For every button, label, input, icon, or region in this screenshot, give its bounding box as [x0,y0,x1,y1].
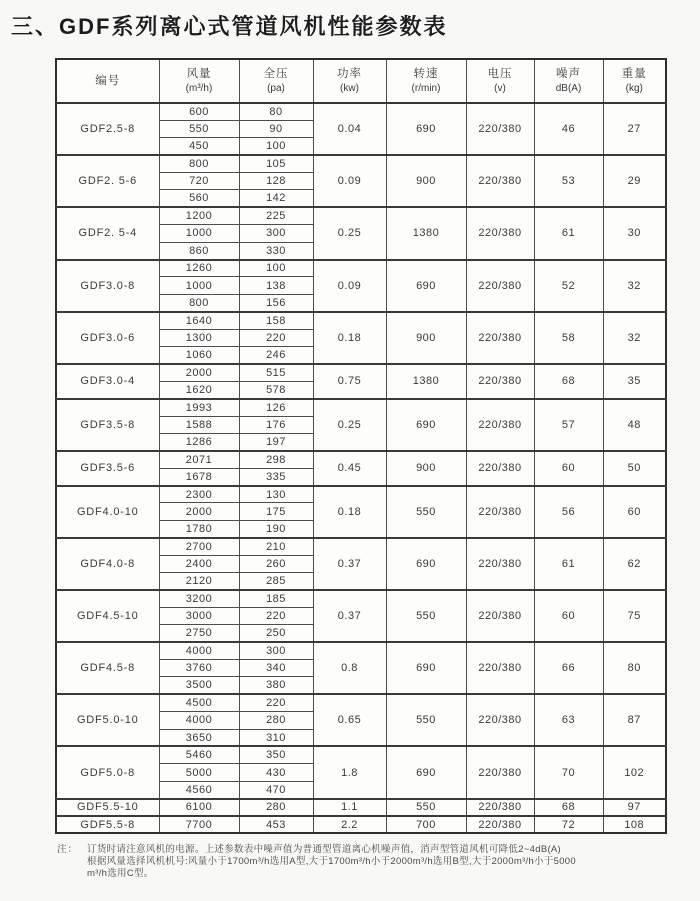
pressure-cell: 578 [239,381,313,398]
column-label: 转速 [413,67,439,80]
pressure-cell: 260 [239,555,313,572]
flow-cell: 1993 [159,399,239,416]
pressure-cell: 130 [239,486,313,503]
flow-cell: 1000 [159,277,239,294]
voltage-cell: 220/380 [466,642,534,694]
pressure-cell: 350 [239,746,313,763]
pressure-cell: 515 [239,364,313,381]
noise-cell: 68 [534,799,603,816]
column-unit: (kw) [340,82,359,94]
weight-cell: 108 [603,816,666,833]
flow-cell: 2700 [159,538,239,555]
power-cell: 1.1 [313,799,386,816]
weight-cell: 27 [603,103,666,155]
flow-cell: 3000 [159,607,239,624]
noise-cell: 68 [534,364,603,399]
weight-cell: 75 [603,590,666,642]
speed-cell: 550 [386,590,466,642]
column-header-voltage [466,59,534,103]
pressure-cell: 280 [239,799,313,816]
noise-cell: 56 [534,486,603,538]
voltage-cell: 220/380 [466,746,534,798]
pressure-cell: 197 [239,433,313,450]
speed-cell: 550 [386,799,466,816]
weight-cell: 35 [603,364,666,399]
noise-cell: 57 [534,399,603,451]
flow-cell: 6100 [159,799,239,816]
speed-cell: 690 [386,642,466,694]
pressure-cell: 246 [239,346,313,363]
table-header [56,59,666,103]
flow-cell: 4000 [159,642,239,659]
table-row [56,746,666,763]
pressure-cell: 310 [239,729,313,746]
model-cell: GDF5.0-8 [56,746,159,798]
table-row [56,590,666,607]
table-row [56,694,666,711]
flow-cell: 800 [159,155,239,172]
model-cell: GDF2. 5-6 [56,155,159,207]
column-header-weight [603,59,666,103]
pressure-cell: 80 [239,103,313,120]
flow-cell: 2000 [159,364,239,381]
flow-cell: 3500 [159,677,239,694]
flow-cell: 4500 [159,694,239,711]
model-cell: GDF4.0-8 [56,538,159,590]
flow-cell: 4000 [159,712,239,729]
speed-cell: 1380 [386,364,466,399]
voltage-cell: 220/380 [466,155,534,207]
flow-cell: 1286 [159,433,239,450]
flow-cell: 800 [159,294,239,311]
footnote [57,844,690,880]
pressure-cell: 330 [239,242,313,259]
pressure-cell: 470 [239,781,313,798]
pressure-cell: 453 [239,816,313,833]
weight-cell: 87 [603,694,666,746]
voltage-cell: 220/380 [466,816,534,833]
footnote-label: 注： [57,844,79,856]
model-cell: GDF4.5-8 [56,642,159,694]
flow-cell: 2400 [159,555,239,572]
model-cell: GDF4.0-10 [56,486,159,538]
noise-cell: 70 [534,746,603,798]
speed-cell: 550 [386,486,466,538]
pressure-cell: 340 [239,660,313,677]
pressure-cell: 142 [239,190,313,207]
flow-cell: 1588 [159,416,239,433]
noise-cell: 52 [534,260,603,312]
table-row [56,364,666,381]
table-row [56,486,666,503]
column-label: 功率 [337,67,362,80]
pressure-cell: 250 [239,625,313,642]
flow-cell: 1060 [159,346,239,363]
noise-cell: 53 [534,155,603,207]
weight-cell: 60 [603,486,666,538]
power-cell: 0.8 [313,642,386,694]
column-header-flow [159,59,239,103]
flow-cell: 3760 [159,660,239,677]
noise-cell: 61 [534,538,603,590]
weight-cell: 97 [603,799,666,816]
flow-cell: 3650 [159,729,239,746]
pressure-cell: 128 [239,173,313,190]
flow-cell: 4560 [159,781,239,798]
column-label: 编号 [95,74,121,87]
table-body [56,103,666,833]
column-label: 风量 [186,67,212,80]
flow-cell: 600 [159,103,239,120]
flow-cell: 860 [159,242,239,259]
pressure-cell: 300 [239,642,313,659]
model-cell: GDF5.5-8 [56,816,159,833]
pressure-cell: 220 [239,694,313,711]
noise-cell: 63 [534,694,603,746]
pressure-cell: 105 [239,155,313,172]
flow-cell: 1260 [159,260,239,277]
voltage-cell: 220/380 [466,399,534,451]
power-cell: 0.04 [313,103,386,155]
pressure-cell: 298 [239,451,313,468]
pressure-cell: 280 [239,712,313,729]
power-cell: 0.09 [313,260,386,312]
flow-cell: 1300 [159,329,239,346]
pressure-cell: 138 [239,277,313,294]
speed-cell: 690 [386,746,466,798]
power-cell: 0.37 [313,538,386,590]
page-title: 三、GDF系列离心式管道风机性能参数表 [11,14,448,39]
flow-cell: 2000 [159,503,239,520]
column-unit: (r/min) [411,82,441,94]
flow-cell: 450 [159,138,239,155]
voltage-cell: 220/380 [466,207,534,259]
pressure-cell: 185 [239,590,313,607]
flow-cell: 1000 [159,225,239,242]
noise-cell: 61 [534,207,603,259]
weight-cell: 32 [603,312,666,364]
flow-cell: 7700 [159,816,239,833]
pressure-cell: 175 [239,503,313,520]
flow-cell: 1678 [159,468,239,485]
column-header-model [56,59,159,103]
model-cell: GDF3.0-4 [56,364,159,399]
footnote-line-2: 根据风量选择风机机号:风量小于1700m³/h选用A型,大于1700m³/h小于2000m³/h选用B型,大于2000m³/h小于5000 [87,856,576,868]
column-unit: (kg) [625,82,643,94]
flow-cell: 720 [159,173,239,190]
speed-cell: 690 [386,103,466,155]
column-unit: (pa) [267,82,285,94]
voltage-cell: 220/380 [466,312,534,364]
pressure-cell: 430 [239,764,313,781]
pressure-cell: 126 [239,399,313,416]
flow-cell: 2071 [159,451,239,468]
weight-cell: 80 [603,642,666,694]
model-cell: GDF3.0-8 [56,260,159,312]
pressure-cell: 158 [239,312,313,329]
speed-cell: 550 [386,694,466,746]
footnote-line-1: 订货时请注意风机的电源。上述参数表中噪声值为普通型管道离心机噪声值，消声型管道风机可降低2~4dB(A) [87,844,562,856]
pressure-cell: 300 [239,225,313,242]
flow-cell: 1620 [159,381,239,398]
model-cell: GDF3.5-6 [56,451,159,486]
weight-cell: 50 [603,451,666,486]
pressure-cell: 220 [239,607,313,624]
noise-cell: 60 [534,451,603,486]
table-row [56,538,666,555]
table-row [56,451,666,468]
table-row [56,799,666,816]
column-header-pressure [239,59,313,103]
table-row [56,312,666,329]
speed-cell: 900 [386,155,466,207]
speed-cell: 700 [386,816,466,833]
flow-cell: 550 [159,120,239,137]
column-unit: dB(A) [555,82,582,94]
power-cell: 0.18 [313,486,386,538]
table-row [56,103,666,120]
table-header-row [56,59,666,103]
pressure-cell: 285 [239,573,313,590]
power-cell: 0.75 [313,364,386,399]
model-cell: GDF2. 5-4 [56,207,159,259]
power-cell: 0.18 [313,312,386,364]
pressure-cell: 100 [239,260,313,277]
noise-cell: 66 [534,642,603,694]
column-header-power [313,59,386,103]
flow-cell: 2300 [159,486,239,503]
power-cell: 1.8 [313,746,386,798]
model-cell: GDF5.5-10 [56,799,159,816]
pressure-cell: 90 [239,120,313,137]
flow-cell: 2750 [159,625,239,642]
pressure-cell: 380 [239,677,313,694]
flow-cell: 1200 [159,207,239,224]
power-cell: 0.45 [313,451,386,486]
voltage-cell: 220/380 [466,486,534,538]
speed-cell: 690 [386,260,466,312]
pressure-cell: 210 [239,538,313,555]
table-row [56,642,666,659]
table-row [56,155,666,172]
footnote-text [87,844,690,880]
weight-cell: 30 [603,207,666,259]
noise-cell: 72 [534,816,603,833]
speed-cell: 690 [386,538,466,590]
voltage-cell: 220/380 [466,799,534,816]
model-cell: GDF5.0-10 [56,694,159,746]
power-cell: 0.37 [313,590,386,642]
voltage-cell: 220/380 [466,590,534,642]
speed-cell: 1380 [386,207,466,259]
table-row [56,399,666,416]
model-cell: GDF4.5-10 [56,590,159,642]
flow-cell: 5460 [159,746,239,763]
model-cell: GDF3.5-8 [56,399,159,451]
noise-cell: 46 [534,103,603,155]
flow-cell: 560 [159,190,239,207]
speed-cell: 690 [386,399,466,451]
pressure-cell: 156 [239,294,313,311]
flow-cell: 2120 [159,573,239,590]
voltage-cell: 220/380 [466,103,534,155]
voltage-cell: 220/380 [466,451,534,486]
weight-cell: 102 [603,746,666,798]
pressure-cell: 100 [239,138,313,155]
power-cell: 0.65 [313,694,386,746]
column-label: 噪声 [556,67,581,80]
power-cell: 0.25 [313,399,386,451]
model-cell: GDF3.0-6 [56,312,159,364]
voltage-cell: 220/380 [466,694,534,746]
voltage-cell: 220/380 [466,538,534,590]
fan-spec-table [55,58,667,834]
column-label: 全压 [263,67,289,80]
pressure-cell: 225 [239,207,313,224]
pressure-cell: 220 [239,329,313,346]
power-cell: 2.2 [313,816,386,833]
column-header-speed [386,59,466,103]
noise-cell: 58 [534,312,603,364]
flow-cell: 1780 [159,520,239,537]
footnote-line-3: m³/h选用C型。 [87,868,154,880]
model-cell: GDF2.5-8 [56,103,159,155]
column-header-noise [534,59,603,103]
table-row [56,816,666,833]
flow-cell: 5000 [159,764,239,781]
flow-cell: 3200 [159,590,239,607]
column-label: 电压 [487,67,513,80]
speed-cell: 900 [386,451,466,486]
power-cell: 0.25 [313,207,386,259]
column-label: 重量 [621,67,647,80]
voltage-cell: 220/380 [466,364,534,399]
weight-cell: 48 [603,399,666,451]
noise-cell: 60 [534,590,603,642]
power-cell: 0.09 [313,155,386,207]
column-unit: (v) [494,82,506,94]
weight-cell: 32 [603,260,666,312]
flow-cell: 1640 [159,312,239,329]
table-row [56,207,666,224]
table-row [56,260,666,277]
voltage-cell: 220/380 [466,260,534,312]
column-unit: (m³/h) [185,82,213,94]
weight-cell: 29 [603,155,666,207]
weight-cell: 62 [603,538,666,590]
pressure-cell: 335 [239,468,313,485]
speed-cell: 900 [386,312,466,364]
pressure-cell: 190 [239,520,313,537]
pressure-cell: 176 [239,416,313,433]
